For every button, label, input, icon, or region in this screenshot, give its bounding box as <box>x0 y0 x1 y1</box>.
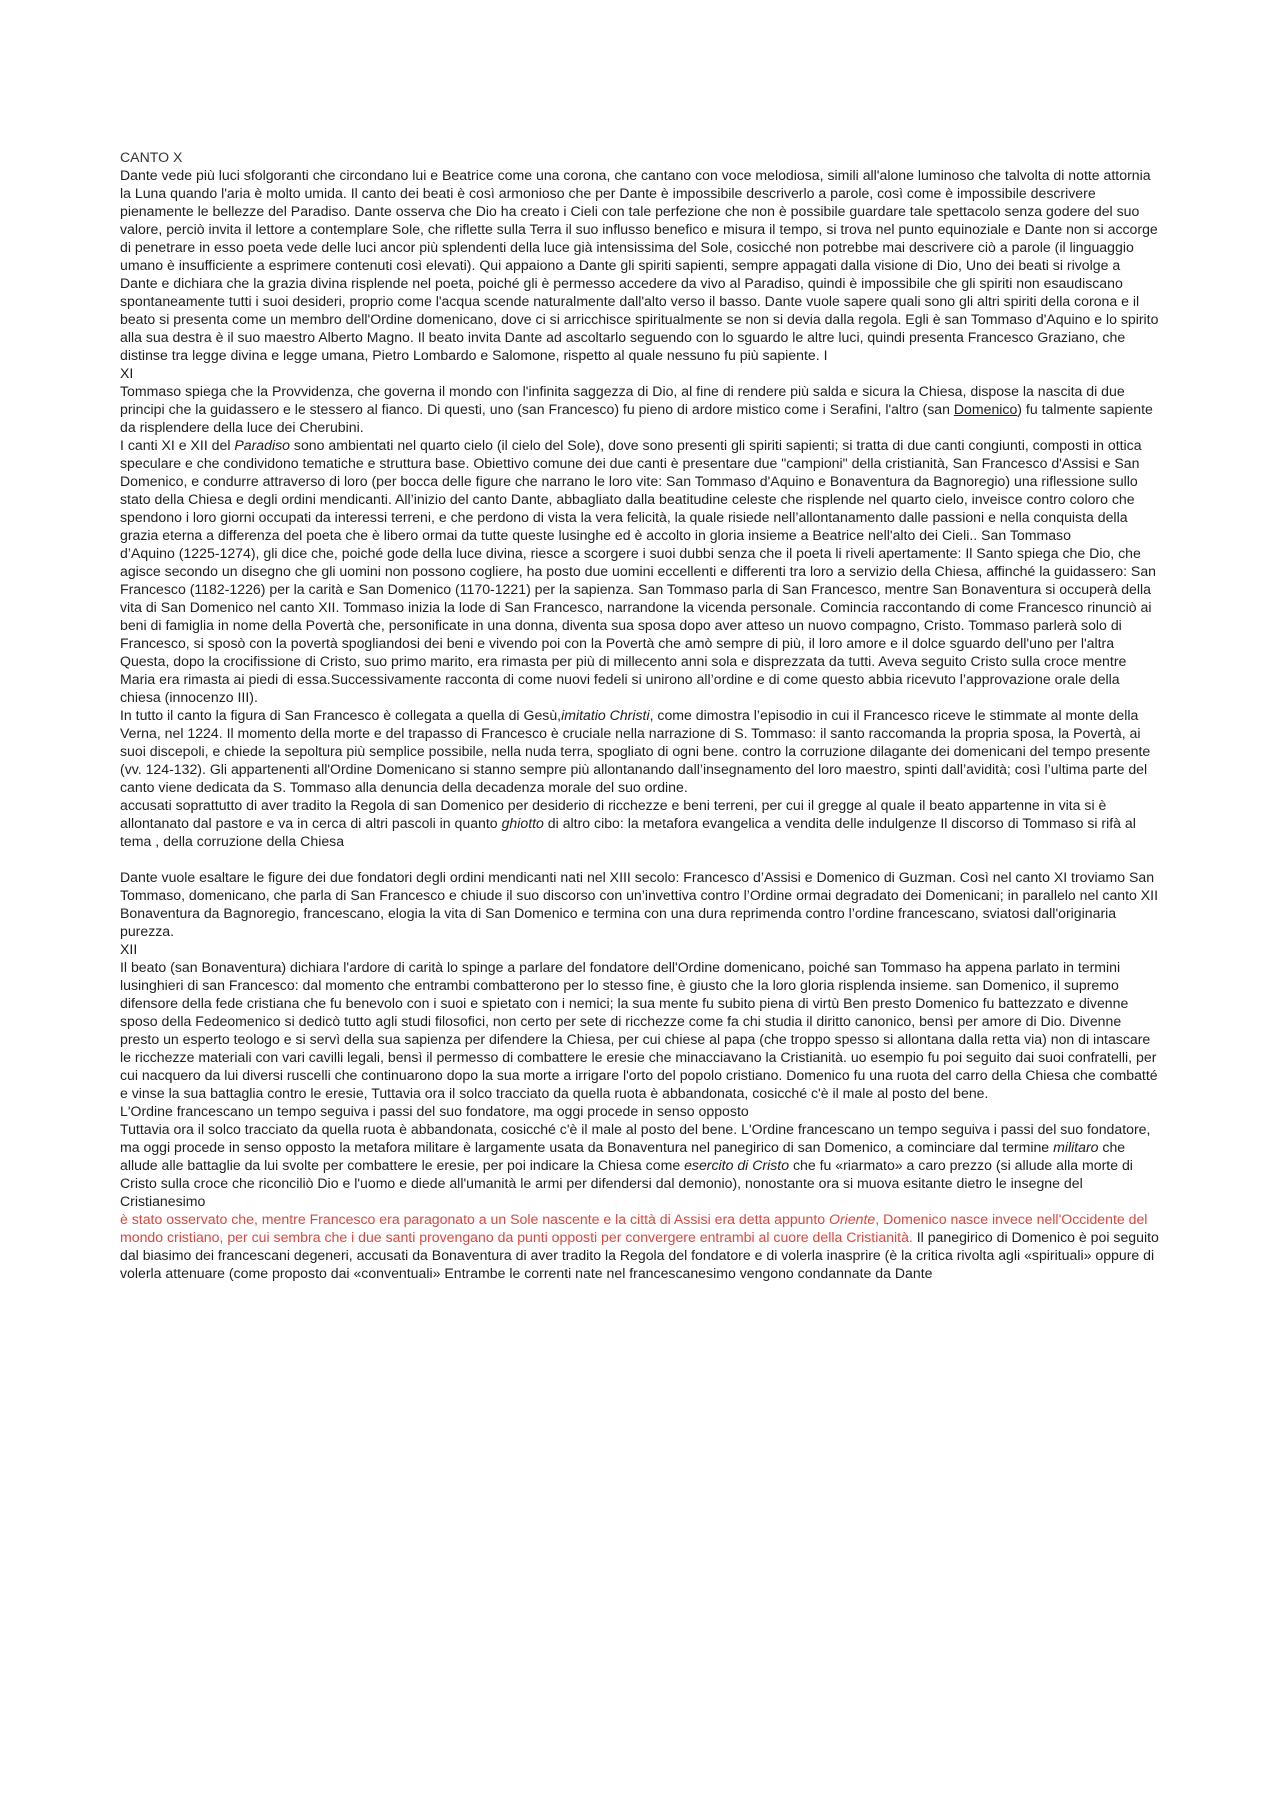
canto-xi-paragraph-6: Dante vuole esaltare le figure dei due fondatori degli ordini mendicanti nati nel XIII secolo: Francesco d’Assisi e Domenico di Guzman. Così nel canto XI troviamo San Tommaso, domenicano, che parla di San Francesco e chiude il suo discorso con un’invettiva contro l’Ordine ormai degradato dei Domenicani; in parallelo nel canto XII Bonaventura da Bagnoregio, francescano, elogia la vita di San Domenico e termina con una dura reprimenda contro l’ordine francescano, sviatosi dall'originaria purezza. <box>120 869 1159 939</box>
canto-xi-paragraph-5 <box>120 796 1160 850</box>
highlighted-text: , Domenico nasce invece nell'Occidente del mondo cristiano, per cui sembra che i due santi provengano da punti opposti per convergere entrambi al cuore della Cristianità. <box>120 1211 1148 1245</box>
canto-xi-paragraph-1 <box>120 382 1160 436</box>
canto-x-paragraph: Dante vede più luci sfolgoranti che circondano lui e Beatrice come una corona, che cantano con voce melodiosa, simili all'alone luminoso che talvolta di notte attornia la Luna quando l'aria è molto umida. Il canto dei beati è così armonioso che per Dante è impossibile descriverlo a parole, così come è impossibile descrivere pienamente le bellezze del Paradiso. Dante osserva che Dio ha creato i Cieli con tale perfezione che non è possibile guardare tale spettacolo senza godere del suo valore, perciò invita il lettore a contemplare Sole, che riflette sulla Terra il suo influsso benefico e misura il tempo, si trova nel punto equinoziale e Dante non si accorge di penetrare in esso poeta vede delle luci ancor più splendenti della luce già intensissima del Sole, cosicché non potrebbe mai descrivere ciò a parole (il linguaggio umano è insufficiente a esprimere contenuti così elevati). Qui appaiono a Dante gli spiriti sapienti, sempre appagati dalla visione di Dio, Uno dei beati si rivolge a Dante e dichiara che la grazia divina risplende nel poeta, poiché gli è permesso accedere da vivo al Paradiso, quindi è impossibile che gli spiriti non esaudiscano spontaneamente tutti i suoi desideri, proprio come l'acqua scende naturalmente dall'alto verso il basso. Dante vuole sapere quali sono gli altri spiriti della corona e il beato si presenta come un membro dell'Ordine domenicano, dove ci si arricchisce spiritualmente se non si devia dalla regola. Egli è san Tommaso d'Aquino e lo spirito alla sua destra è il suo maestro Alberto Magno. Il beato invita Dante ad ascoltarlo seguendo con lo sguardo le altre luci, quindi presenta Francesco Graziano, che distinse tra legge divina e legge umana, Pietro Lombardo e Salomone, rispetto al quale nessuno fu più sapiente. I <box>120 167 1159 363</box>
italic-run: militaro <box>1053 1139 1099 1155</box>
italic-run: ghiotto <box>501 815 544 831</box>
canto-xii-title: XII <box>120 941 138 957</box>
canto-xi-paragraph-2 <box>120 436 1160 544</box>
canto-xi-paragraph-3: d’Aquino (1225-1274), gli dice che, poiché gode della luce divina, riesce a scorgere i suoi dubbi senza che il poeta li riveli apertamente: Il Santo spiega che Dio, che agisce secondo un disegno che gli uomini non possono cogliere, ha posto due uomini eccellenti e differenti tra loro a servizio della Chiesa, affinché la guidassero: San Francesco (1182-1226) per la carità e San Domenico (1170-1221) per la sapienza. San Tommaso parla di San Francesco, mentre San Bonaventura si occuperà della vita di San Domenico nel canto XII. Tommaso inizia la lode di San Francesco, narrandone la vicenda personale. Comincia raccontando di come Francesco rinunciò ai beni di famiglia in nome della Povertà che, personificate in una donna, diventa sua sposa dopo aver atteso un nuovo compagno, Cristo. Tommaso parlerà solo di Francesco, si sposò con la povertà spogliandosi dei beni e vivendo poi con la Povertà che amò sempre di più, il loro amore e il dolce sguardo dell'uno per l'altra Questa, dopo la crocifissione di Cristo, suo primo marito, era rimasta per più di millecento anni sola e disprezzata da tutti. Aveva seguito Cristo sulla croce mentre Maria era rimasta ai piedi di essa.Successivamente racconta di come nuovi fedeli si unirono all’ordine e di come questo abbia ricevuto l’approvazione orale della chiesa (innocenzo III). <box>120 545 1157 705</box>
domenico-link[interactable]: Domenico <box>953 401 1018 417</box>
text-run: , come dimostra l’episodio in cui il Francesco riceve le stimmate al monte della Verna, nel 1224. Il momento della morte e del trapasso di Francesco è cruciale nella narrazione di S. Tommaso: il santo raccomanda la propria sposa, la Povertà, ai suoi discepoli, e chiede la sepoltura più semplice possibile, nella nuda terra, spogliato di ogni bene. contro la corruzione dilagante dei domenicani del tempo presente (vv. 124-132). Gli appartenenti all'Ordine Domenicano si stanno sempre più allontanando dall’insegnamento del loro maestro, spinti dall’avidità; così l’ultima parte del canto viene dedicata da S. Tommaso alla denuncia della decadenza morale del suo ordine. <box>120 707 1151 795</box>
text-run: che fu «riarmato» a caro prezzo (si allude alla morte di Cristo sulla croce che riconciliò Dio e l'uomo e diede all'umanità le armi per difendersi dal demonio), nonostante ora si muova esitante dietro le insegne del Cristianesimo <box>120 1157 1133 1209</box>
text-run: sono ambientati nel quarto cielo (il cielo del Sole), dove sono presenti gli spiriti sapienti; si tratta di due canti congiunti, composti in ottica speculare e che condividono tematiche e struttura base. Obiettivo comune dei due canti è presentare due "campioni" della cristianità, San Francesco d'Assisi e San Domenico, e condurre attraverso di loro (per bocca delle figure che narrano le loro vite: San Tommaso d'Aquino e Bonaventura da Bagnoregio) una riflessione sullo stato della Chiesa e degli ordini mendicanti. All’inizio del canto Dante, abbagliato dalla beatitudine celeste che risplende nel quarto cielo, inveisce contro coloro che spendono i loro giorni occupati da interessi terreni, e che perdono di vista la vera felicità, la quale risiede nell’allontanamento dalle passioni e nella conquista della grazia eterna a differenza del poeta che è libero ormai da tutte queste lusinghe ed è accolto in gloria insieme a Beatrice nell'alto dei Cieli.. San Tommaso <box>120 437 1142 543</box>
text-run: I canti XI e XII del <box>120 437 235 453</box>
italic-run: Paradiso <box>234 437 290 453</box>
document-page <box>120 148 1160 1282</box>
canto-xi-title: XI <box>120 365 134 381</box>
text-run: di altro cibo: la metafora evangelica a vendita delle indulgenze Il discorso di Tommaso si rifà al tema , della corruzione della Chiesa <box>120 815 1136 849</box>
text-run: accusati soprattutto di aver tradito la Regola di san Domenico per desiderio di ricchezze e beni terreni, per cui il gregge al quale il beato appartenne in vita si è allontanato dal pastore e va in cerca di altri pascoli in quanto <box>120 797 1107 831</box>
italic-run: esercito di Cristo <box>684 1157 790 1173</box>
canto-xii-paragraph-4 <box>120 1210 1160 1282</box>
text-run: ) fu talmente sapiente da risplendere della luce dei Cherubini. <box>120 401 1153 435</box>
text-run: Tuttavia ora il solco tracciato da quella ruota è abbandonata, cosicché c'è il male al posto del bene. L'Ordine francescano un tempo seguiva i passi del suo fondatore, ma oggi procede in senso opposto la metafora militare è largamente usata da Bonaventura nel panegirico di san Domenico, a cominciare dal termine <box>120 1121 1151 1155</box>
italic-run: imitatio Christi <box>561 707 650 723</box>
canto-xii-paragraph-2: L'Ordine francescano un tempo seguiva i passi del suo fondatore, ma oggi procede in senso opposto <box>120 1103 749 1119</box>
canto-xii-paragraph-3 <box>120 1120 1160 1210</box>
canto-x-title: CANTO X <box>120 149 183 165</box>
canto-xii-paragraph-1: Il beato (san Bonaventura) dichiara l'ardore di carità lo spinge a parlare del fondatore dell'Ordine domenicano, poiché san Tommaso ha appena parlato in termini lusinghieri di san Francesco: dal momento che entrambi combatterono per lo stesso fine, è giusto che la loro gloria risplenda insieme. san Domenico, il supremo difensore della fede cristiana che fu benevolo con i suoi e spietato con i nemici; la sua mente fu subito piena di virtù Ben presto Domenico fu battezzato e divenne sposo della Fedeomenico si dedicò tutto agli studi filosofici, non certo per sete di ricchezze come fa chi studia il diritto canonico, bensì per amore di Dio. Divenne presto un esperto teologo e si servì della sua sapienza per difendere la Chiesa, per cui chiese al papa (che troppo spesso si allontana dalla retta via) non di intascare le ricchezze materiali con vari cavilli legali, bensì il permesso di combattere le eresie che minacciavano la Cristianità. uo esempio fu poi seguito dai suoi confratelli, per cui nacquero da lui diversi ruscelli che continuarono dopo la sua morte a irrigare l'orto del popolo cristiano. Domenico fu una ruota del carro della Chiesa che combatté e vinse la sua battaglia contro le eresie, Tuttavia ora il solco tracciato da quella ruota è abbandonata, cosicché c'è il male al posto del bene. <box>120 959 1158 1101</box>
highlighted-text: è stato osservato che, mentre Francesco era paragonato a un Sole nascente e la città di Assisi era detta appunto <box>120 1211 830 1227</box>
text-run: In tutto il canto la figura di San Francesco è collegata a quella di Gesù, <box>120 707 562 723</box>
text-run: Il panegirico di Domenico è poi seguito dal biasimo dei francescani degeneri, accusati da Bonaventura di aver tradito la Regola del fondatore e di volerla inasprire (è la critica rivolta agli «spirituali» oppure di volerla attenuare (come proposto dai «conventuali» Entrambe le correnti nate nel francescanesimo vengono condannate da Dante <box>120 1229 1159 1281</box>
highlighted-italic: Oriente <box>829 1211 876 1227</box>
canto-xi-paragraph-4 <box>120 706 1160 796</box>
text-run: che allude alle battaglie da lui svolte per combattere le eresie, per poi indicare la Chiesa come <box>120 1139 1126 1173</box>
text-run: Tommaso spiega che la Provvidenza, che governa il mondo con l'infinita saggezza di Dio, al fine di rendere più salda e sicura la Chiesa, dispose la nascita di due principi che la guidassero e le stessero al fianco. Di questi, uno (san Francesco) fu pieno di ardore mistico come i Serafini, l'altro (san <box>120 383 1125 417</box>
blank-line <box>120 850 1160 868</box>
